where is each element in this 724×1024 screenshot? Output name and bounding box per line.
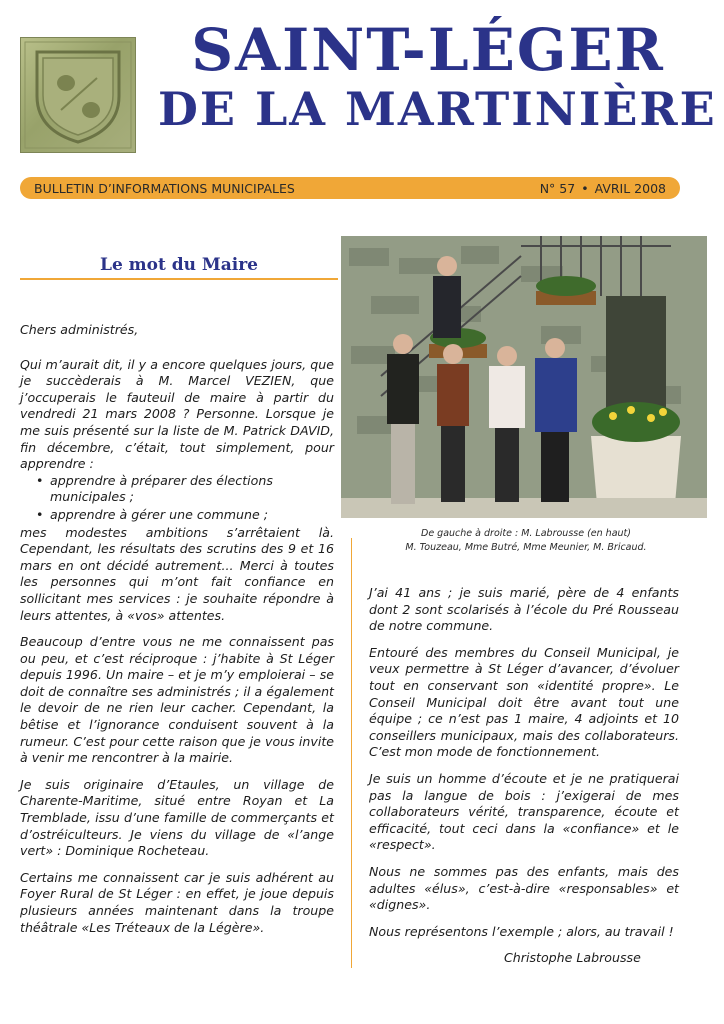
paragraph-3: Beaucoup d’entre vous ne me connaissent pas ou peu, et c’est réciproque : j’habite à St Léger depuis 1996. Un maire – et je m’y emploierai – se doit de connaître ses administrés ; il a également le devoir de ne rien leur cacher. Cependant, la bêtise et l’ignorance conduisent souvent à la rumeur. C’est pour cette raison que je vous invite à venir me rencontrer à la mairie. xyxy=(20,634,334,766)
paragraph-10: Nous représentons l’exemple ; alors, au travail ! xyxy=(369,923,674,939)
masthead-title: SAINT-LÉGER xyxy=(191,16,665,84)
issue-date: AVRIL 2008 xyxy=(594,180,666,196)
photo-caption xyxy=(356,527,696,555)
bulletin-band xyxy=(20,177,680,199)
paragraph-9: Nous ne sommes pas des enfants, mais des adultes «élus», c’est-à-dire «responsables» et «dignes». xyxy=(369,863,679,913)
shield-icon xyxy=(21,38,135,152)
issue-separator: • xyxy=(581,180,589,196)
greeting: Chers administrés, xyxy=(20,322,139,337)
bullet-item: • apprendre à gérer une commune ; xyxy=(50,507,334,524)
paragraph-2: mes modestes ambitions s’arrêtaient là. Cependant, les résultats des scrutins des 9 et 16 mars en ont décidé autrement... Merci à toutes les personnes qui m’ont fait confiance en sollicitant mes services : je souhaite répondre à leurs attentes, à «vos» attentes. xyxy=(20,524,334,623)
paragraph-7: Entouré des membres du Conseil Municipal, je veux permettre à St Léger d’avancer, d’évoluer tout en conservant son «identité propre». Le Conseil Municipal doit être avant tout une équipe ; ce n’est pas 1 maire, 4 adjoints et 10 conseillers municipaux, mais des collaborateurs. C’est mon mode de fonctionnement. xyxy=(369,644,679,760)
signature: Christophe Labrousse xyxy=(504,950,641,965)
paragraph-6: J’ai 41 ans ; je suis marié, père de 4 enfants dont 2 sont scolarisés à l’école du Pré Rousseau de notre commune. xyxy=(369,585,679,634)
coat-of-arms-logo xyxy=(20,37,136,153)
column-divider xyxy=(351,538,352,968)
title-underline xyxy=(20,278,338,280)
bullet-list xyxy=(20,473,334,524)
caption-line-2: M. Touzeau, Mme Butré, Mme Meunier, M. Bricaud. xyxy=(405,542,647,553)
paragraph-5: Certains me connaissent car je suis adhérent au Foyer Rural de St Léger : en effet, je joue depuis plusieurs années maintenant dans la troupe théâtrale «Les Tréteaux de la Légère». xyxy=(20,869,334,935)
caption-line-1: De gauche à droite : M. Labrousse (en haut) xyxy=(421,528,631,539)
masthead xyxy=(158,16,717,136)
issue-number: N° 57 xyxy=(539,180,576,196)
paragraph-4: Je suis originaire d’Etaules, un village de Charente-Maritime, situé entre Royan et La Tremblade, issu d’une famille de commerçants et d’ostréiculteurs. Je viens du village de «l’ange vert» : Dominique Rocheteau. xyxy=(20,776,334,859)
right-column xyxy=(369,585,679,950)
paragraph-1: Qui m’aurait dit, il y a encore quelques jours, que je succèderais à M. Marcel VEZIEN, que j’occuperais le fauteuil de maire à partir du vendredi 21 mars 2008 ? Personne. Lorsque je me suis présenté sur la liste de M. Patrick DAVID, fin décembre, c’était, tout simplement, pour apprendre : xyxy=(20,356,334,472)
bullet-item: • apprendre à préparer des élections municipales ; xyxy=(50,473,334,506)
issue-info xyxy=(540,181,666,196)
article-title: Le mot du Maire xyxy=(99,255,258,275)
bulletin-label: BULLETIN D’INFORMATIONS MUNICIPALES xyxy=(34,180,295,196)
left-column xyxy=(20,322,334,946)
masthead-subtitle: DE LA MARTINIÈRE xyxy=(158,82,717,136)
group-photo-image xyxy=(341,236,707,518)
paragraph-8: Je suis un homme d’écoute et je ne pratiquerai pas la langue de bois : j’exigerai de mes collaborateurs vérité, transparence, écoute et efficacité, tout ceci dans la «confiance» et le «respect». xyxy=(369,770,679,853)
council-photo xyxy=(341,236,707,518)
